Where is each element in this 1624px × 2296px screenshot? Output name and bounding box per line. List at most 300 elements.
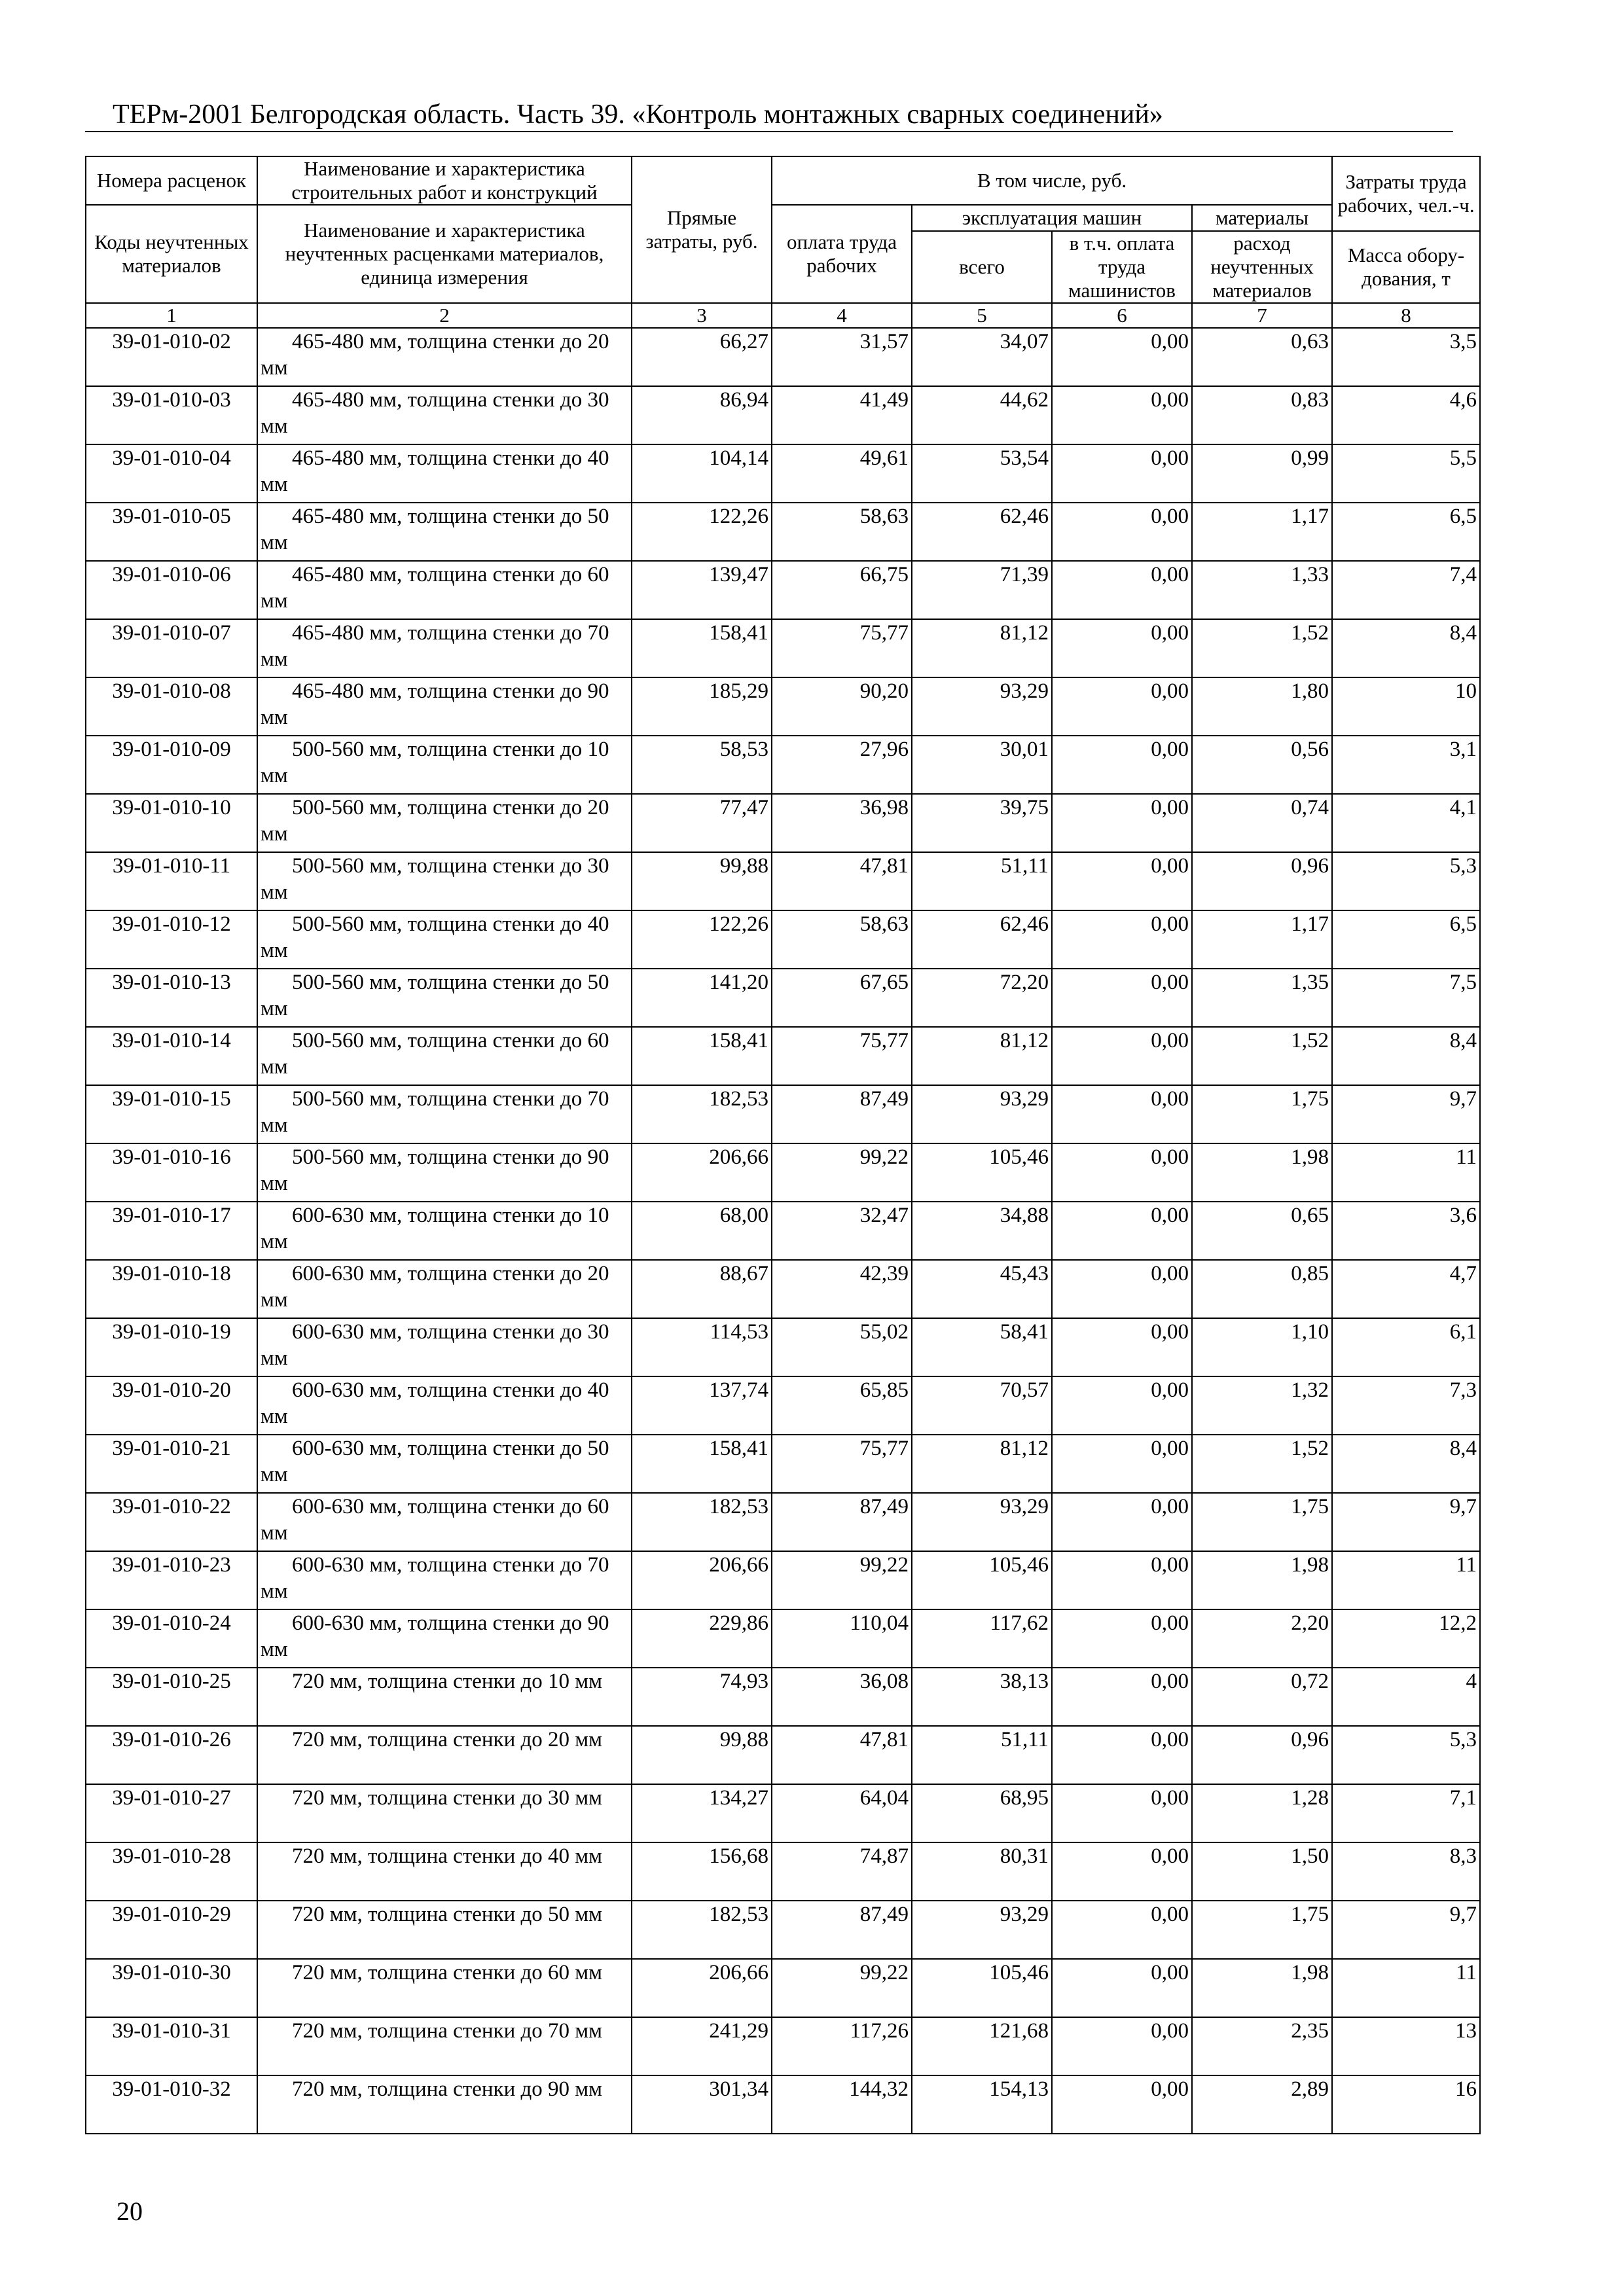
- column-number: 6: [1052, 303, 1192, 328]
- header-direct-costs: Прямые затраты, руб.: [632, 156, 772, 303]
- materials-cell: 1,52: [1192, 1435, 1332, 1493]
- column-number: 4: [772, 303, 912, 328]
- materials-cell: 1,52: [1192, 619, 1332, 677]
- materials-cell: 1,35: [1192, 969, 1332, 1027]
- machinist-pay-cell: 0,00: [1052, 677, 1192, 736]
- header-labor-costs: Затраты труда рабочих, чел.-ч.: [1332, 156, 1480, 231]
- column-numbers-row: [86, 303, 1480, 328]
- labor-pay-cell: 42,39: [772, 1260, 912, 1318]
- machine-total-cell: 93,29: [912, 1085, 1052, 1143]
- header-machine-operation: эксплуатация машин: [912, 205, 1192, 231]
- labor-hours-cell: 16: [1332, 2075, 1480, 2134]
- labor-pay-cell: 27,96: [772, 736, 912, 794]
- table-row: [86, 852, 1480, 910]
- machinist-pay-cell: 0,00: [1052, 1842, 1192, 1901]
- work-description-cell: 500-560 мм, толщина стенки до 60 мм: [257, 1027, 632, 1085]
- labor-pay-cell: 47,81: [772, 1726, 912, 1784]
- work-description-cell: 600-630 мм, толщина стенки до 10 мм: [257, 1202, 632, 1260]
- labor-hours-cell: 11: [1332, 1143, 1480, 1202]
- materials-cell: 0,65: [1192, 1202, 1332, 1260]
- machinist-pay-cell: 0,00: [1052, 1726, 1192, 1784]
- labor-hours-cell: 7,3: [1332, 1376, 1480, 1435]
- materials-cell: 1,10: [1192, 1318, 1332, 1376]
- work-description-cell: 465-480 мм, толщина стенки до 40 мм: [257, 444, 632, 503]
- machine-total-cell: 93,29: [912, 1493, 1052, 1551]
- table-row: [86, 1318, 1480, 1376]
- machine-total-cell: 71,39: [912, 561, 1052, 619]
- machine-total-cell: 53,54: [912, 444, 1052, 503]
- work-description-cell: 500-560 мм, толщина стенки до 70 мм: [257, 1085, 632, 1143]
- machine-total-cell: 105,46: [912, 1143, 1052, 1202]
- header-machinist-pay: в т.ч. оплата труда машинистов: [1052, 231, 1192, 303]
- work-description-cell: 500-560 мм, толщина стенки до 40 мм: [257, 910, 632, 969]
- rate-code-cell: 39-01-010-16: [86, 1143, 257, 1202]
- machine-total-cell: 58,41: [912, 1318, 1052, 1376]
- table-row: [86, 910, 1480, 969]
- rate-code-cell: 39-01-010-26: [86, 1726, 257, 1784]
- machinist-pay-cell: 0,00: [1052, 910, 1192, 969]
- rate-code-cell: 39-01-010-31: [86, 2017, 257, 2075]
- labor-hours-cell: 12,2: [1332, 1609, 1480, 1668]
- machinist-pay-cell: 0,00: [1052, 619, 1192, 677]
- materials-cell: 1,75: [1192, 1901, 1332, 1959]
- rate-code-cell: 39-01-010-14: [86, 1027, 257, 1085]
- labor-pay-cell: 31,57: [772, 328, 912, 386]
- direct-costs-cell: 58,53: [632, 736, 772, 794]
- materials-cell: 2,20: [1192, 1609, 1332, 1668]
- machine-total-cell: 72,20: [912, 969, 1052, 1027]
- rate-code-cell: 39-01-010-25: [86, 1668, 257, 1726]
- rate-code-cell: 39-01-010-13: [86, 969, 257, 1027]
- labor-hours-cell: 9,7: [1332, 1493, 1480, 1551]
- labor-hours-cell: 8,4: [1332, 1027, 1480, 1085]
- machinist-pay-cell: 0,00: [1052, 2075, 1192, 2134]
- direct-costs-cell: 66,27: [632, 328, 772, 386]
- machinist-pay-cell: 0,00: [1052, 1143, 1192, 1202]
- machinist-pay-cell: 0,00: [1052, 1027, 1192, 1085]
- materials-cell: 1,75: [1192, 1085, 1332, 1143]
- direct-costs-cell: 104,14: [632, 444, 772, 503]
- table-row: [86, 2017, 1480, 2075]
- rate-code-cell: 39-01-010-03: [86, 386, 257, 444]
- direct-costs-cell: 88,67: [632, 1260, 772, 1318]
- rate-code-cell: 39-01-010-29: [86, 1901, 257, 1959]
- direct-costs-cell: 137,74: [632, 1376, 772, 1435]
- work-description-cell: 720 мм, толщина стенки до 60 мм: [257, 1959, 632, 2017]
- rate-code-cell: 39-01-010-27: [86, 1784, 257, 1842]
- machine-total-cell: 80,31: [912, 1842, 1052, 1901]
- table-row: [86, 444, 1480, 503]
- labor-pay-cell: 36,08: [772, 1668, 912, 1726]
- direct-costs-cell: 99,88: [632, 852, 772, 910]
- machinist-pay-cell: 0,00: [1052, 1202, 1192, 1260]
- machinist-pay-cell: 0,00: [1052, 1959, 1192, 2017]
- machine-total-cell: 93,29: [912, 677, 1052, 736]
- work-description-cell: 465-480 мм, толщина стенки до 20 мм: [257, 328, 632, 386]
- column-number: 1: [86, 303, 257, 328]
- direct-costs-cell: 114,53: [632, 1318, 772, 1376]
- labor-pay-cell: 117,26: [772, 2017, 912, 2075]
- direct-costs-cell: 156,68: [632, 1842, 772, 1901]
- materials-cell: 0,85: [1192, 1260, 1332, 1318]
- rates-table: [85, 156, 1481, 2134]
- machinist-pay-cell: 0,00: [1052, 1085, 1192, 1143]
- table-row: [86, 1260, 1480, 1318]
- column-number: 8: [1332, 303, 1480, 328]
- materials-cell: 1,98: [1192, 1551, 1332, 1609]
- materials-cell: 1,75: [1192, 1493, 1332, 1551]
- labor-hours-cell: 4,6: [1332, 386, 1480, 444]
- machine-total-cell: 81,12: [912, 619, 1052, 677]
- table-row: [86, 1959, 1480, 2017]
- work-description-cell: 465-480 мм, толщина стенки до 50 мм: [257, 503, 632, 561]
- materials-cell: 0,83: [1192, 386, 1332, 444]
- labor-hours-cell: 7,5: [1332, 969, 1480, 1027]
- table-row: [86, 1435, 1480, 1493]
- rate-code-cell: 39-01-010-08: [86, 677, 257, 736]
- labor-pay-cell: 75,77: [772, 619, 912, 677]
- machine-total-cell: 62,46: [912, 503, 1052, 561]
- header-unaccounted-codes: Коды неучтенных материалов: [86, 205, 257, 303]
- direct-costs-cell: 74,93: [632, 1668, 772, 1726]
- work-description-cell: 720 мм, толщина стенки до 50 мм: [257, 1901, 632, 1959]
- direct-costs-cell: 68,00: [632, 1202, 772, 1260]
- rate-code-cell: 39-01-010-10: [86, 794, 257, 852]
- rate-code-cell: 39-01-010-02: [86, 328, 257, 386]
- materials-cell: 2,89: [1192, 2075, 1332, 2134]
- machine-total-cell: 62,46: [912, 910, 1052, 969]
- labor-pay-cell: 87,49: [772, 1085, 912, 1143]
- table-row: [86, 1202, 1480, 1260]
- labor-pay-cell: 90,20: [772, 677, 912, 736]
- materials-cell: 1,98: [1192, 1143, 1332, 1202]
- rate-code-cell: 39-01-010-23: [86, 1551, 257, 1609]
- machine-total-cell: 70,57: [912, 1376, 1052, 1435]
- labor-hours-cell: 6,1: [1332, 1318, 1480, 1376]
- direct-costs-cell: 158,41: [632, 1435, 772, 1493]
- table-row: [86, 969, 1480, 1027]
- direct-costs-cell: 86,94: [632, 386, 772, 444]
- machinist-pay-cell: 0,00: [1052, 386, 1192, 444]
- direct-costs-cell: 158,41: [632, 1027, 772, 1085]
- work-description-cell: 465-480 мм, толщина стенки до 90 мм: [257, 677, 632, 736]
- labor-hours-cell: 10: [1332, 677, 1480, 736]
- table-row: [86, 1143, 1480, 1202]
- labor-pay-cell: 58,63: [772, 910, 912, 969]
- rate-code-cell: 39-01-010-12: [86, 910, 257, 969]
- machine-total-cell: 34,88: [912, 1202, 1052, 1260]
- page-number: 20: [117, 2197, 143, 2226]
- materials-cell: 1,98: [1192, 1959, 1332, 2017]
- materials-cell: 2,35: [1192, 2017, 1332, 2075]
- materials-cell: 0,56: [1192, 736, 1332, 794]
- table-row: [86, 794, 1480, 852]
- direct-costs-cell: 185,29: [632, 677, 772, 736]
- direct-costs-cell: 141,20: [632, 969, 772, 1027]
- direct-costs-cell: 206,66: [632, 1551, 772, 1609]
- rate-code-cell: 39-01-010-11: [86, 852, 257, 910]
- machinist-pay-cell: 0,00: [1052, 503, 1192, 561]
- table-row: [86, 1726, 1480, 1784]
- labor-pay-cell: 144,32: [772, 2075, 912, 2134]
- machine-total-cell: 38,13: [912, 1668, 1052, 1726]
- work-description-cell: 500-560 мм, толщина стенки до 10 мм: [257, 736, 632, 794]
- table-row: [86, 328, 1480, 386]
- labor-hours-cell: 7,1: [1332, 1784, 1480, 1842]
- labor-pay-cell: 47,81: [772, 852, 912, 910]
- work-description-cell: 465-480 мм, толщина стенки до 30 мм: [257, 386, 632, 444]
- labor-pay-cell: 87,49: [772, 1901, 912, 1959]
- work-description-cell: 500-560 мм, толщина стенки до 90 мм: [257, 1143, 632, 1202]
- direct-costs-cell: 158,41: [632, 619, 772, 677]
- machine-total-cell: 117,62: [912, 1609, 1052, 1668]
- rate-code-cell: 39-01-010-28: [86, 1842, 257, 1901]
- labor-hours-cell: 8,3: [1332, 1842, 1480, 1901]
- header-labor-pay: оплата труда рабочих: [772, 205, 912, 303]
- materials-cell: 0,72: [1192, 1668, 1332, 1726]
- direct-costs-cell: 301,34: [632, 2075, 772, 2134]
- labor-hours-cell: 7,4: [1332, 561, 1480, 619]
- work-description-cell: 720 мм, толщина стенки до 70 мм: [257, 2017, 632, 2075]
- labor-pay-cell: 74,87: [772, 1842, 912, 1901]
- table-row: [86, 736, 1480, 794]
- table-head: [86, 156, 1480, 328]
- machine-total-cell: 30,01: [912, 736, 1052, 794]
- work-description-cell: 500-560 мм, толщина стенки до 20 мм: [257, 794, 632, 852]
- table-row: [86, 1376, 1480, 1435]
- labor-hours-cell: 13: [1332, 2017, 1480, 2075]
- work-description-cell: 720 мм, толщина стенки до 90 мм: [257, 2075, 632, 2134]
- work-description-cell: 500-560 мм, толщина стенки до 50 мм: [257, 969, 632, 1027]
- direct-costs-cell: 182,53: [632, 1901, 772, 1959]
- machine-total-cell: 81,12: [912, 1027, 1052, 1085]
- machine-total-cell: 154,13: [912, 2075, 1052, 2134]
- direct-costs-cell: 229,86: [632, 1609, 772, 1668]
- labor-pay-cell: 99,22: [772, 1959, 912, 2017]
- machine-total-cell: 34,07: [912, 328, 1052, 386]
- machinist-pay-cell: 0,00: [1052, 2017, 1192, 2075]
- header-equipment-mass: Масса обору-дования, т: [1332, 231, 1480, 303]
- machinist-pay-cell: 0,00: [1052, 794, 1192, 852]
- work-description-cell: 600-630 мм, толщина стенки до 30 мм: [257, 1318, 632, 1376]
- work-description-cell: 600-630 мм, толщина стенки до 60 мм: [257, 1493, 632, 1551]
- work-description-cell: 720 мм, толщина стенки до 40 мм: [257, 1842, 632, 1901]
- rate-code-cell: 39-01-010-06: [86, 561, 257, 619]
- labor-pay-cell: 36,98: [772, 794, 912, 852]
- machine-total-cell: 81,12: [912, 1435, 1052, 1493]
- direct-costs-cell: 134,27: [632, 1784, 772, 1842]
- materials-cell: 1,33: [1192, 561, 1332, 619]
- rate-code-cell: 39-01-010-19: [86, 1318, 257, 1376]
- labor-hours-cell: 4: [1332, 1668, 1480, 1726]
- machine-total-cell: 93,29: [912, 1901, 1052, 1959]
- rate-code-cell: 39-01-010-21: [86, 1435, 257, 1493]
- work-description-cell: 465-480 мм, толщина стенки до 70 мм: [257, 619, 632, 677]
- table-row: [86, 2075, 1480, 2134]
- machinist-pay-cell: 0,00: [1052, 1260, 1192, 1318]
- labor-pay-cell: 87,49: [772, 1493, 912, 1551]
- work-description-cell: 500-560 мм, толщина стенки до 30 мм: [257, 852, 632, 910]
- header-unaccounted-consumption: расход неучтенных материалов: [1192, 231, 1332, 303]
- column-number: 7: [1192, 303, 1332, 328]
- machine-total-cell: 39,75: [912, 794, 1052, 852]
- machine-total-cell: 68,95: [912, 1784, 1052, 1842]
- machinist-pay-cell: 0,00: [1052, 1609, 1192, 1668]
- work-description-cell: 600-630 мм, толщина стенки до 40 мм: [257, 1376, 632, 1435]
- work-description-cell: 720 мм, толщина стенки до 10 мм: [257, 1668, 632, 1726]
- labor-hours-cell: 6,5: [1332, 503, 1480, 561]
- labor-hours-cell: 4,7: [1332, 1260, 1480, 1318]
- labor-pay-cell: 55,02: [772, 1318, 912, 1376]
- labor-hours-cell: 4,1: [1332, 794, 1480, 852]
- direct-costs-cell: 182,53: [632, 1493, 772, 1551]
- table-row: [86, 677, 1480, 736]
- rate-code-cell: 39-01-010-30: [86, 1959, 257, 2017]
- table-row: [86, 1784, 1480, 1842]
- work-description-cell: 600-630 мм, толщина стенки до 70 мм: [257, 1551, 632, 1609]
- table-row: [86, 1609, 1480, 1668]
- labor-pay-cell: 99,22: [772, 1551, 912, 1609]
- direct-costs-cell: 122,26: [632, 503, 772, 561]
- labor-pay-cell: 32,47: [772, 1202, 912, 1260]
- table-row: [86, 503, 1480, 561]
- materials-cell: 1,17: [1192, 503, 1332, 561]
- machinist-pay-cell: 0,00: [1052, 1376, 1192, 1435]
- materials-cell: 1,80: [1192, 677, 1332, 736]
- machinist-pay-cell: 0,00: [1052, 736, 1192, 794]
- direct-costs-cell: 122,26: [632, 910, 772, 969]
- labor-hours-cell: 3,6: [1332, 1202, 1480, 1260]
- direct-costs-cell: 139,47: [632, 561, 772, 619]
- labor-pay-cell: 75,77: [772, 1435, 912, 1493]
- machine-total-cell: 121,68: [912, 2017, 1052, 2075]
- materials-cell: 1,17: [1192, 910, 1332, 969]
- labor-hours-cell: 8,4: [1332, 1435, 1480, 1493]
- machinist-pay-cell: 0,00: [1052, 1435, 1192, 1493]
- labor-pay-cell: 65,85: [772, 1376, 912, 1435]
- labor-pay-cell: 41,49: [772, 386, 912, 444]
- direct-costs-cell: 241,29: [632, 2017, 772, 2075]
- table-row: [86, 1027, 1480, 1085]
- header-work-name: Наименование и характеристика строительных работ и конструкций: [257, 156, 632, 205]
- direct-costs-cell: 77,47: [632, 794, 772, 852]
- materials-cell: 0,96: [1192, 852, 1332, 910]
- labor-hours-cell: 9,7: [1332, 1901, 1480, 1959]
- machinist-pay-cell: 0,00: [1052, 1551, 1192, 1609]
- table-row: [86, 1842, 1480, 1901]
- header-total: всего: [912, 231, 1052, 303]
- table-row: [86, 1668, 1480, 1726]
- rate-code-cell: 39-01-010-32: [86, 2075, 257, 2134]
- header-divider: [85, 131, 1453, 132]
- table-row: [86, 1493, 1480, 1551]
- labor-pay-cell: 99,22: [772, 1143, 912, 1202]
- rate-code-cell: 39-01-010-05: [86, 503, 257, 561]
- machine-total-cell: 45,43: [912, 1260, 1052, 1318]
- labor-hours-cell: 11: [1332, 1551, 1480, 1609]
- direct-costs-cell: 206,66: [632, 1143, 772, 1202]
- labor-pay-cell: 110,04: [772, 1609, 912, 1668]
- labor-pay-cell: 64,04: [772, 1784, 912, 1842]
- labor-pay-cell: 67,65: [772, 969, 912, 1027]
- direct-costs-cell: 182,53: [632, 1085, 772, 1143]
- labor-hours-cell: 11: [1332, 1959, 1480, 2017]
- labor-pay-cell: 49,61: [772, 444, 912, 503]
- labor-hours-cell: 5,3: [1332, 852, 1480, 910]
- work-description-cell: 600-630 мм, толщина стенки до 20 мм: [257, 1260, 632, 1318]
- table-body: [86, 328, 1480, 2134]
- labor-hours-cell: 6,5: [1332, 910, 1480, 969]
- table-row: [86, 561, 1480, 619]
- rate-code-cell: 39-01-010-15: [86, 1085, 257, 1143]
- work-description-cell: 465-480 мм, толщина стенки до 60 мм: [257, 561, 632, 619]
- column-number: 2: [257, 303, 632, 328]
- labor-pay-cell: 58,63: [772, 503, 912, 561]
- header-unaccounted-names: Наименование и характеристика неучтенных расценками материалов, единица измерения: [257, 205, 632, 303]
- rate-code-cell: 39-01-010-20: [86, 1376, 257, 1435]
- rate-code-cell: 39-01-010-09: [86, 736, 257, 794]
- direct-costs-cell: 206,66: [632, 1959, 772, 2017]
- labor-hours-cell: 3,5: [1332, 328, 1480, 386]
- labor-hours-cell: 8,4: [1332, 619, 1480, 677]
- machinist-pay-cell: 0,00: [1052, 1668, 1192, 1726]
- materials-cell: 1,50: [1192, 1842, 1332, 1901]
- work-description-cell: 720 мм, толщина стенки до 20 мм: [257, 1726, 632, 1784]
- work-description-cell: 600-630 мм, толщина стенки до 50 мм: [257, 1435, 632, 1493]
- labor-hours-cell: 9,7: [1332, 1085, 1480, 1143]
- machinist-pay-cell: 0,00: [1052, 1493, 1192, 1551]
- machinist-pay-cell: 0,00: [1052, 1318, 1192, 1376]
- header-including: В том числе, руб.: [772, 156, 1332, 205]
- machine-total-cell: 51,11: [912, 852, 1052, 910]
- materials-cell: 0,99: [1192, 444, 1332, 503]
- header-rate-numbers: Номера расценок: [86, 156, 257, 205]
- materials-cell: 0,74: [1192, 794, 1332, 852]
- page-header: ТЕРм-2001 Белгородская область. Часть 39. «Контроль монтажных сварных соединений»: [113, 99, 1163, 130]
- machinist-pay-cell: 0,00: [1052, 1784, 1192, 1842]
- machine-total-cell: 51,11: [912, 1726, 1052, 1784]
- machine-total-cell: 105,46: [912, 1959, 1052, 2017]
- rate-code-cell: 39-01-010-18: [86, 1260, 257, 1318]
- materials-cell: 0,63: [1192, 328, 1332, 386]
- labor-pay-cell: 75,77: [772, 1027, 912, 1085]
- materials-cell: 1,32: [1192, 1376, 1332, 1435]
- table-row: [86, 1085, 1480, 1143]
- labor-pay-cell: 66,75: [772, 561, 912, 619]
- table-row: [86, 1901, 1480, 1959]
- table-row: [86, 619, 1480, 677]
- table-row: [86, 1551, 1480, 1609]
- labor-hours-cell: 5,5: [1332, 444, 1480, 503]
- table-row: [86, 386, 1480, 444]
- machinist-pay-cell: 0,00: [1052, 561, 1192, 619]
- column-number: 5: [912, 303, 1052, 328]
- materials-cell: 0,96: [1192, 1726, 1332, 1784]
- header-materials: материалы: [1192, 205, 1332, 231]
- work-description-cell: 600-630 мм, толщина стенки до 90 мм: [257, 1609, 632, 1668]
- direct-costs-cell: 99,88: [632, 1726, 772, 1784]
- machine-total-cell: 105,46: [912, 1551, 1052, 1609]
- machine-total-cell: 44,62: [912, 386, 1052, 444]
- machinist-pay-cell: 0,00: [1052, 328, 1192, 386]
- rate-code-cell: 39-01-010-22: [86, 1493, 257, 1551]
- materials-cell: 1,52: [1192, 1027, 1332, 1085]
- rate-code-cell: 39-01-010-04: [86, 444, 257, 503]
- machinist-pay-cell: 0,00: [1052, 852, 1192, 910]
- machinist-pay-cell: 0,00: [1052, 1901, 1192, 1959]
- labor-hours-cell: 3,1: [1332, 736, 1480, 794]
- machinist-pay-cell: 0,00: [1052, 969, 1192, 1027]
